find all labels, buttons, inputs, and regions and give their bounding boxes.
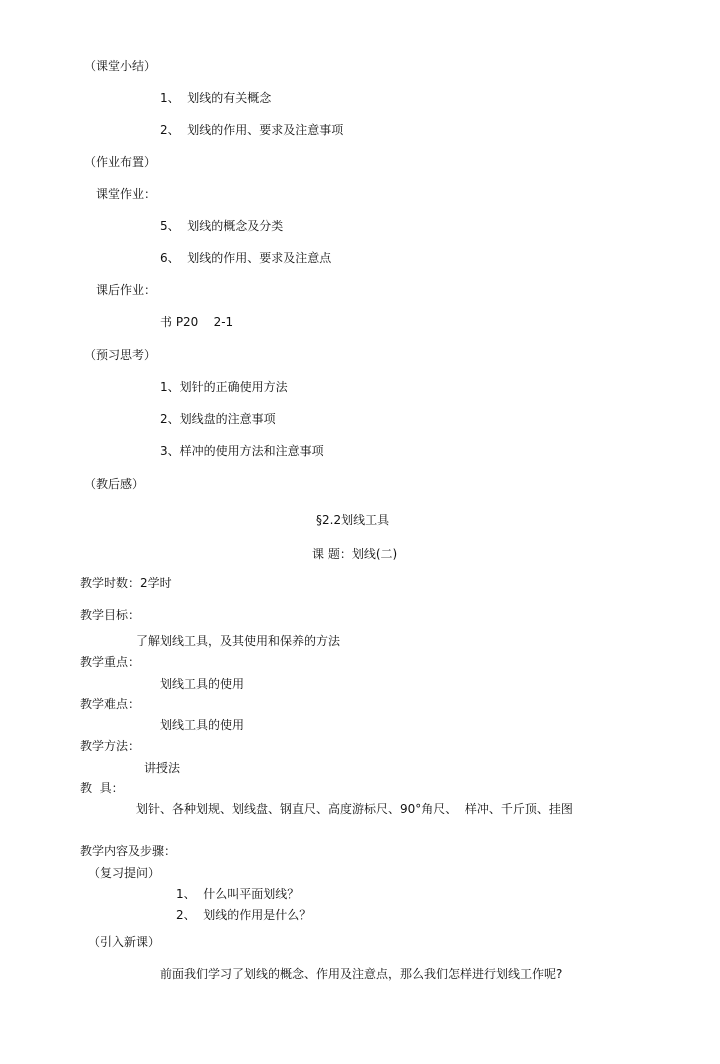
steps-label: 教学内容及步骤：: [80, 844, 177, 858]
intro-heading: （引入新课）: [88, 935, 161, 949]
summary-item: 1、 划线的有关概念: [160, 91, 272, 105]
review-question: 2、 划线的作用是什么？: [176, 908, 312, 922]
homework-book-item: 书 P20 2-1: [160, 315, 234, 329]
summary-item: 2、 划线的作用、要求及注意事项: [160, 123, 344, 137]
teaching-hours: 教学时数：2学时: [80, 576, 172, 590]
intro-text: 前面我们学习了划线的概念、作用及注意点，那么我们怎样进行划线工作呢?: [160, 967, 563, 981]
reflection-heading: （教后感）: [84, 477, 145, 491]
preview-item: 1、划针的正确使用方法: [160, 380, 288, 394]
after-class-homework-label: 课后作业：: [96, 283, 157, 297]
preview-heading: （预习思考）: [84, 348, 157, 362]
preview-item: 3、样冲的使用方法和注意事项: [160, 444, 324, 458]
difficulty-text: 划线工具的使用: [160, 718, 245, 732]
review-question: 1、 什么叫平面划线？: [176, 887, 300, 901]
homework-item: 5、 划线的概念及分类: [160, 219, 284, 233]
tools-label: 教 具：: [80, 781, 124, 795]
goal-text: 了解划线工具，及其使用和保养的方法: [136, 634, 341, 648]
method-text: 讲授法: [144, 761, 181, 775]
focus-label: 教学重点：: [80, 655, 141, 669]
review-question-heading: （复习提问）: [88, 866, 161, 880]
goal-label: 教学目标：: [80, 608, 141, 622]
class-summary-heading: （课堂小结）: [84, 59, 157, 73]
class-homework-label: 课堂作业：: [96, 187, 157, 201]
tools-text: 划针、各种划规、划线盘、钢直尺、高度游标尺、90°角尺、 样冲、千斤顶、挂图: [136, 802, 573, 816]
section-title: §2.2划线工具: [316, 513, 390, 527]
lesson-topic: 课 题：划线(二): [312, 547, 398, 561]
preview-item: 2、划线盘的注意事项: [160, 412, 276, 426]
homework-item: 6、 划线的作用、要求及注意点: [160, 251, 332, 265]
homework-heading: （作业布置）: [84, 155, 157, 169]
focus-text: 划线工具的使用: [160, 677, 245, 691]
method-label: 教学方法：: [80, 739, 141, 753]
difficulty-label: 教学难点：: [80, 697, 141, 711]
